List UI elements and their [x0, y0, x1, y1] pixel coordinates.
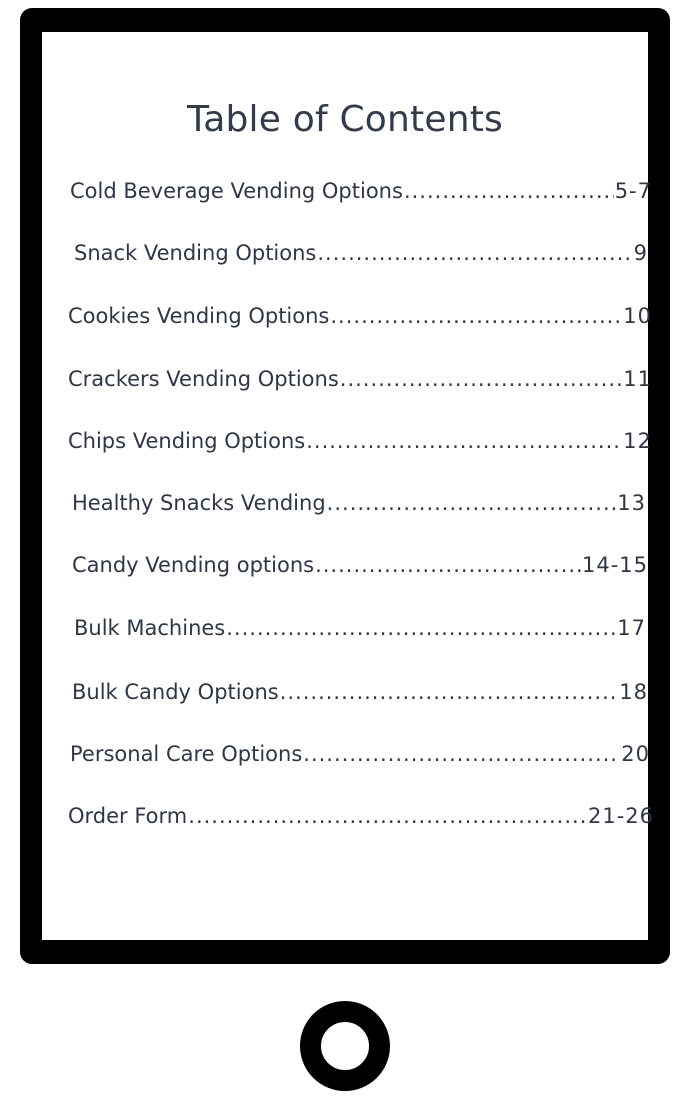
toc-entry-label: Snack Vending Options	[74, 241, 317, 265]
toc-entry-personal-care[interactable]	[70, 739, 650, 769]
toc-entry-label: Candy Vending options	[72, 553, 315, 577]
toc-entry-label: Personal Care Options	[70, 742, 303, 766]
dot-leader	[327, 488, 617, 518]
toc-entry-label: Healthy Snacks Vending	[72, 491, 326, 515]
dot-leader	[280, 677, 619, 707]
dot-leader	[315, 550, 581, 580]
toc-entry-healthy-snacks[interactable]	[72, 488, 646, 518]
dot-leader	[188, 801, 587, 831]
toc-entry-label: Crackers Vending Options	[68, 367, 339, 391]
dot-leader	[340, 364, 623, 394]
toc-entry-bulk-candy[interactable]	[72, 677, 648, 707]
toc-entry-label: Chips Vending Options	[68, 429, 306, 453]
dot-leader	[303, 739, 620, 769]
toc-entry-page: 17	[617, 616, 646, 640]
toc-entry-label: Bulk Candy Options	[72, 680, 279, 704]
dot-leader	[404, 176, 614, 206]
dot-leader	[330, 301, 622, 331]
toc-entry-page: 14-15	[581, 553, 648, 577]
toc-entry-label: Cold Beverage Vending Options	[70, 179, 403, 203]
toc-list	[42, 32, 654, 940]
toc-entry-page: 5-7	[614, 179, 652, 203]
toc-entry-crackers[interactable]	[68, 364, 652, 394]
toc-entry-page: 13	[617, 491, 646, 515]
toc-entry-page: 18	[619, 680, 648, 704]
toc-entry-label: Bulk Machines	[74, 616, 226, 640]
toc-entry-cold-beverage[interactable]	[70, 176, 652, 206]
page-title: Table of Contents	[186, 99, 503, 140]
toc-entry-label: Cookies Vending Options	[68, 304, 330, 328]
toc-entry-bulk-machines[interactable]	[74, 613, 646, 643]
toc-entry-page: 12	[623, 429, 652, 453]
tablet-screen	[42, 32, 654, 940]
toc-entry-page: 11	[623, 367, 652, 391]
dot-leader	[226, 613, 616, 643]
toc-entry-cookies[interactable]	[68, 301, 652, 331]
tablet-frame	[20, 8, 670, 964]
toc-entry-page: 10	[623, 304, 652, 328]
toc-entry-candy[interactable]	[72, 550, 648, 580]
dot-leader	[306, 426, 622, 456]
toc-entry-page: 21-26	[587, 804, 654, 828]
toc-entry-page: 20	[621, 742, 650, 766]
toc-entry-chips[interactable]	[68, 426, 652, 456]
toc-entry-order-form[interactable]	[68, 801, 654, 831]
toc-entry-page: 9	[633, 241, 648, 265]
home-button-icon[interactable]	[300, 1001, 390, 1091]
toc-entry-label: Order Form	[68, 804, 188, 828]
dot-leader	[317, 238, 632, 268]
toc-entry-snack[interactable]	[74, 238, 648, 268]
